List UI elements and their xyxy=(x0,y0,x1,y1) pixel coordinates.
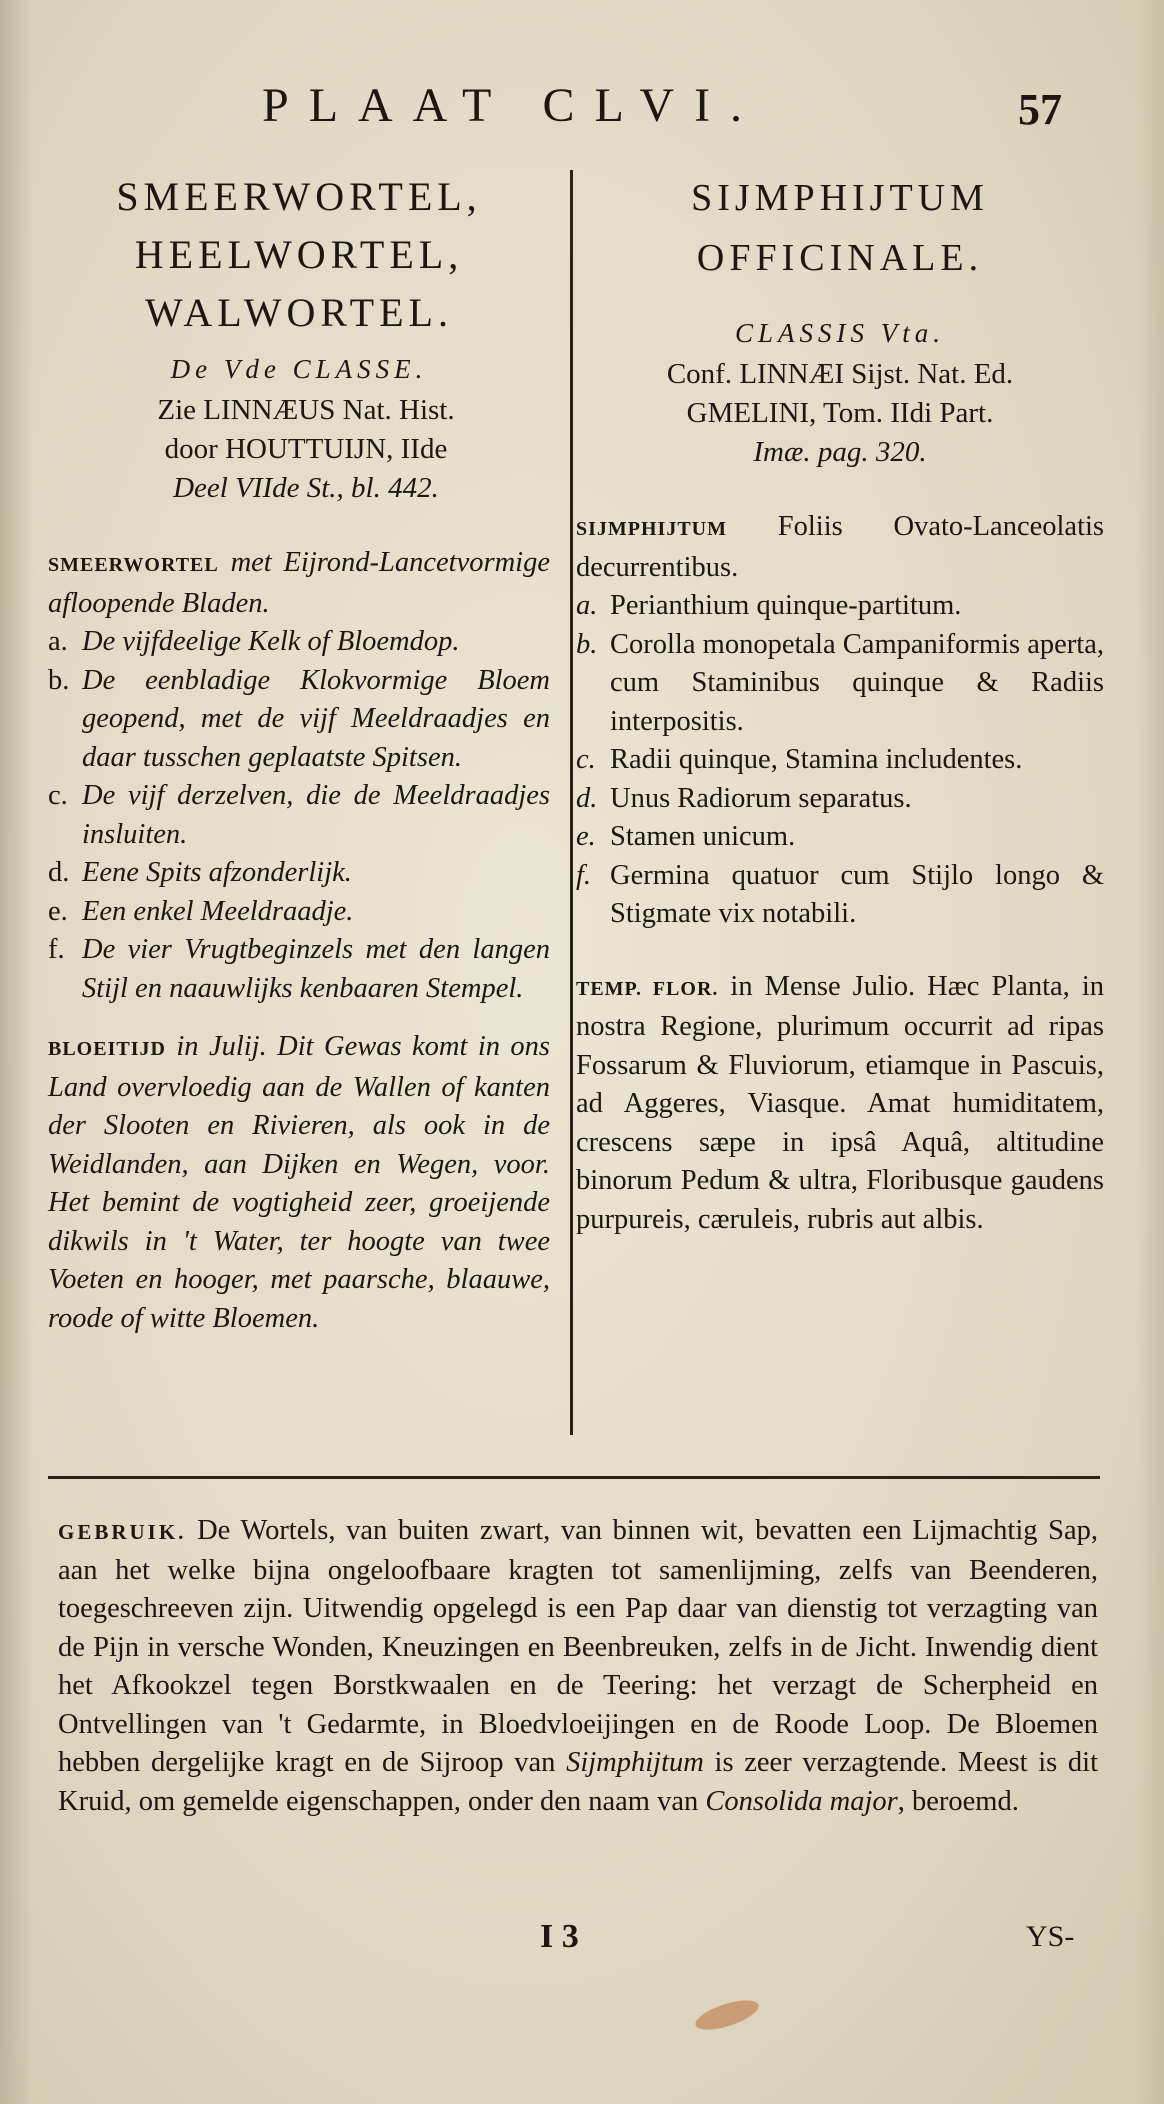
usage-text: De Wortels, van buiten zwart, van binnen wit, bevatten een Lijmachtig Sap, aan het welke bijna ongeloofbaare kragten tot samenlijming, zelfs van Beenderen, toegeschreeven zijn. Uitwendig opgelegd is een Pap daar van dienstig tot verzagting van de Pijn in versche Wonden, Kneuzingen en Beenbreuken, zelfs in de Jicht. Inwendig dient het Afkookzel tegen Borstkwaalen en de Teering: het verzagt de Scherpheid en Ontvellingen van 't Gedarmte, in Bloedvloeijingen en de Roode Loop. De Bloemen hebben dergelijke kragt en de Sijroop van xyxy=(58,1515,1099,1778)
latin-legend-intro xyxy=(576,508,1104,587)
dutch-legend-intro xyxy=(48,544,550,623)
latin-reference xyxy=(576,355,1104,472)
usage-paragraph xyxy=(58,1512,1098,1821)
section-divider xyxy=(48,1476,1100,1479)
legend-item-label: b. xyxy=(48,664,70,696)
legend-item xyxy=(576,587,1104,626)
dutch-flowering-head: BLOEITIJD xyxy=(48,1038,166,1060)
usage-text: , beroemd. xyxy=(897,1785,1019,1817)
dutch-name-line-1: SMEERWORTEL, xyxy=(116,174,482,219)
usage-text: is zeer verzagtende. Meest is dit Kruid, om gemelde eigenschappen, onder den naam van xyxy=(58,1747,1098,1817)
legend-item xyxy=(48,931,550,1008)
dutch-column xyxy=(48,168,550,1338)
legend-item xyxy=(576,626,1104,742)
dutch-reference xyxy=(48,391,550,508)
paper-stain xyxy=(692,1994,762,2035)
legend-item xyxy=(48,662,550,778)
legend-item-text: Radii quinque, Stamina includentes. xyxy=(610,744,1023,775)
latin-intro-head: SIJMPHIJTUM xyxy=(576,518,727,540)
latin-reference-line: GMELINI, Tom. IIdi Part. xyxy=(686,397,994,429)
latin-name-line-2: OFFICINALE. xyxy=(696,237,984,279)
legend-item xyxy=(48,777,550,854)
dutch-intro-head: SMEERWORTEL xyxy=(48,554,219,576)
dutch-name-line-3: WALWORTEL. xyxy=(145,290,453,335)
legend-item-text: Stamen unicum. xyxy=(610,821,796,852)
latin-legend xyxy=(576,508,1104,934)
latin-intro-text: Foliis Ovato-Lanceolatis decurrentibus. xyxy=(576,511,1104,583)
legend-item-label: b. xyxy=(576,628,598,660)
legend-item-text: Een enkel Meeldraadje. xyxy=(82,895,354,927)
dutch-legend xyxy=(48,544,550,1008)
dutch-flowering-paragraph xyxy=(48,1028,550,1338)
signature-mark: I 3 xyxy=(540,1918,579,1955)
legend-item xyxy=(576,818,1104,857)
legend-item-label: e. xyxy=(576,821,596,852)
latin-column xyxy=(576,168,1104,1239)
legend-item-text: De vijfdeelige Kelk of Bloemdop. xyxy=(82,626,460,657)
legend-item-text: Germina quatuor cum Stijlo longo & Stigmate vix notabili. xyxy=(610,859,1104,929)
legend-item-label: a. xyxy=(576,590,598,621)
legend-item xyxy=(48,854,550,893)
latin-flowering-text: in Mense Julio. Hæc Planta, in nostra Regione, plurimum occurrit ad ripas Fossarum & Fluviorum, etiamque in Pascuis, ad Aggeres, Viasque. Amat humiditatem, crescens sæpe in ipsâ Aquâ, altitudine binorum Pedum & ultra, Floribusque gaudens purpureis, cæruleis, rubris aut albis. xyxy=(576,970,1104,1235)
page-footer xyxy=(0,1918,1164,1978)
latin-flowering-head: TEMP. FLOR. xyxy=(576,977,719,1000)
page-number: 57 xyxy=(1018,85,1062,134)
legend-item xyxy=(48,893,550,932)
legend-item-text: Unus Radiorum separatus. xyxy=(610,782,912,814)
dutch-intro-text: met Eijrond-Lancetvormige afloopende Bladen. xyxy=(48,547,550,619)
legend-item-text: De vijf derzelven, die de Meeldraadjes insluiten. xyxy=(82,780,550,850)
legend-item-label: d. xyxy=(48,857,70,888)
legend-item-label: c. xyxy=(48,780,68,811)
latin-name-line-1: SIJMPHIJTUM xyxy=(691,177,989,219)
page-edge-shadow-left xyxy=(0,0,34,2104)
legend-item-text: De eenbladige Klokvormige Bloem geopend, met de vijf Meeldraadjes en daar tusschen geplaatste Spitsen. xyxy=(82,664,550,773)
latin-classis: CLASSIS Vta. xyxy=(734,318,945,348)
legend-item xyxy=(576,780,1104,819)
usage-italic-term: Sijmphijtum xyxy=(566,1747,704,1778)
dutch-name-line-2: HEELWORTEL, xyxy=(134,232,464,277)
column-divider xyxy=(570,170,573,1435)
legend-item-label: d. xyxy=(576,782,598,814)
plate-title: PLAAT CLVI. xyxy=(262,79,763,132)
dutch-reference-line: Deel VIIde St., bl. 442. xyxy=(173,472,439,504)
legend-item xyxy=(576,857,1104,934)
legend-item-text: De vier Vrugtbeginzels met den langen Stijl en naauwlijks kenbaaren Stempel. xyxy=(82,934,550,1004)
latin-flowering-paragraph xyxy=(576,968,1104,1240)
legend-item-label: f. xyxy=(48,934,65,965)
catchword: YS- xyxy=(1026,1920,1075,1953)
legend-item-text: Corolla monopetala Campaniformis aperta, cum Staminibus quinque & Radiis interpositis. xyxy=(610,628,1104,737)
dutch-flowering-text: in Julij. Dit Gewas komt in ons Land overvloedig aan de Wallen of kanten der Slooten en Rivieren, als ook in de Weidlanden, aan Dijken en Wegen, voor. Het bemint de vogtigheid zeer, groeijende dikwils in 't Water, ter hoogte van twee Voeten en hooger, met paarsche, blaauwe, roode of witte Bloemen. xyxy=(48,1031,550,1334)
dutch-classe: De Vde CLASSE. xyxy=(170,354,428,384)
legend-item-text: Perianthium quinque-partitum. xyxy=(610,590,962,621)
latin-reference-line: Conf. LINNÆI Sijst. Nat. Ed. xyxy=(666,358,1014,390)
legend-item-label: c. xyxy=(576,744,596,775)
dutch-reference-line: door HOUTTUIJN, IIde xyxy=(164,433,448,465)
legend-item-label: a. xyxy=(48,626,68,657)
legend-item xyxy=(576,741,1104,780)
usage-head: GEBRUIK. xyxy=(58,1520,187,1544)
legend-item xyxy=(48,623,550,662)
dutch-reference-line: Zie LINNÆUS Nat. Hist. xyxy=(157,394,455,426)
legend-item-text: Eene Spits afzonderlijk. xyxy=(82,857,352,888)
page-edge-shadow-right xyxy=(1138,0,1164,2104)
legend-item-label: e. xyxy=(48,895,68,927)
legend-item-label: f. xyxy=(576,859,592,891)
running-header xyxy=(0,78,1164,148)
usage-italic-term: Consolida major xyxy=(705,1785,898,1817)
latin-reference-line: Imæ. pag. 320. xyxy=(753,436,927,468)
